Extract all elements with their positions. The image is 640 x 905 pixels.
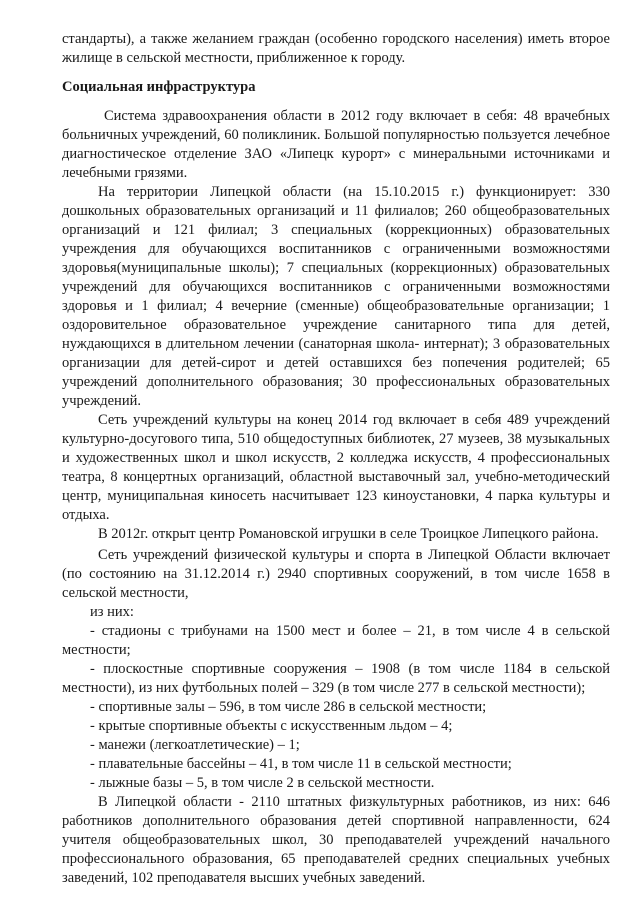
sport-facilities-list <box>62 622 610 793</box>
list-item: - спортивные залы – 596, в том числе 286 в сельской местности; <box>90 699 487 715</box>
list-item: - крытые спортивные объекты с искусственным льдом – 4; <box>90 718 453 734</box>
sport-paragraph: Сеть учреждений физической культуры и спорта в Липецкой Области включает (по состоянию на 31.12.2014 г.) 2940 спортивных сооружений, в том числе 1658 в сельской местности, <box>62 547 610 601</box>
culture-paragraph: Сеть учреждений культуры на конец 2014 год включает в себя 489 учреждений культурно-досугового типа, 510 общедоступных библиотек, 27 музеев, 38 музыкальных и художественных школ и школ искусств, 2 колледжа искусств, 4 профессиональных театра, 8 концертных организаций, областной выставочный зал, учебно-методический центр, муниципальная киносеть насчитывает 123 киноустановки, 4 парка культуры и отдыха. <box>62 412 610 523</box>
education-paragraph: На территории Липецкой области (на 15.10.2015 г.) функционирует: 330 дошкольных образовательных организаций и 11 филиалов; 260 общеобразовательных организаций и 121 филиал; 3 специальных (коррекционных) образовательных учреждения для обучающихся воспитанников с ограниченными возможностями здоровья(муниципальные школы); 7 специальных (коррекционных) образовательных учреждений для обучающихся воспитанников с ограниченными возможностями здоровья и 1 филиал; 4 вечерние (сменные) общеобразовательные организации; 1 оздоровительное образовательное учреждение санитарного типа для детей, нуждающихся в длительном лечении (санаторная школа- интернат); 3 образовательных организации для детей-сирот и детей оставшихся без попечения родителей; 65 учреждений дополнительного образования; 30 профессиональных образовательных учреждений. <box>62 184 610 409</box>
toys-center-paragraph: В 2012г. открыт центр Романовской игрушки в селе Троицкое Липецкого района. <box>98 526 599 542</box>
list-item: - плавательные бассейны – 41, в том числе 11 в сельской местности; <box>90 756 512 772</box>
section-heading: Социальная инфраструктура <box>62 79 256 95</box>
health-paragraph: Система здравоохранения области в 2012 году включает в себя: 48 врачебных больничных учреждений, 60 поликлиник. Большой популярностью пользуется лечебное диагностическое отделение ЗАО «Липецк курорт» с минеральными источниками и лечебными грязями. <box>62 108 610 181</box>
staff-paragraph: В Липецкой области - 2110 штатных физкультурных работников, из них: 646 работников дополнительного образования детей спортивной направленности, 624 учителя общеобразовательных школ, 30 преподавателей учреждений начального профессионального образования, 65 преподавателей средних специальных учебных заведений, 102 преподавателя высших учебных заведений. <box>62 794 610 886</box>
list-item: - лыжные базы – 5, в том числе 2 в сельской местности. <box>90 775 435 791</box>
list-item: - стадионы с трибунами на 1500 мест и более – 21, в том числе 4 в сельской местности; <box>62 623 610 658</box>
document-page <box>62 30 610 888</box>
intro-tail-paragraph: стандарты), а также желанием граждан (особенно городского населения) иметь второе жилище в сельской местности, приближенное к городу. <box>62 31 610 66</box>
list-item: - плоскостные спортивные сооружения – 1908 (в том числе 1184 в сельской местности), из них футбольных полей – 329 (в том числе 277 в сельской местности); <box>62 661 610 696</box>
list-item: - манежи (легкоатлетические) – 1; <box>90 737 300 753</box>
of-them-label: из них: <box>90 604 134 620</box>
